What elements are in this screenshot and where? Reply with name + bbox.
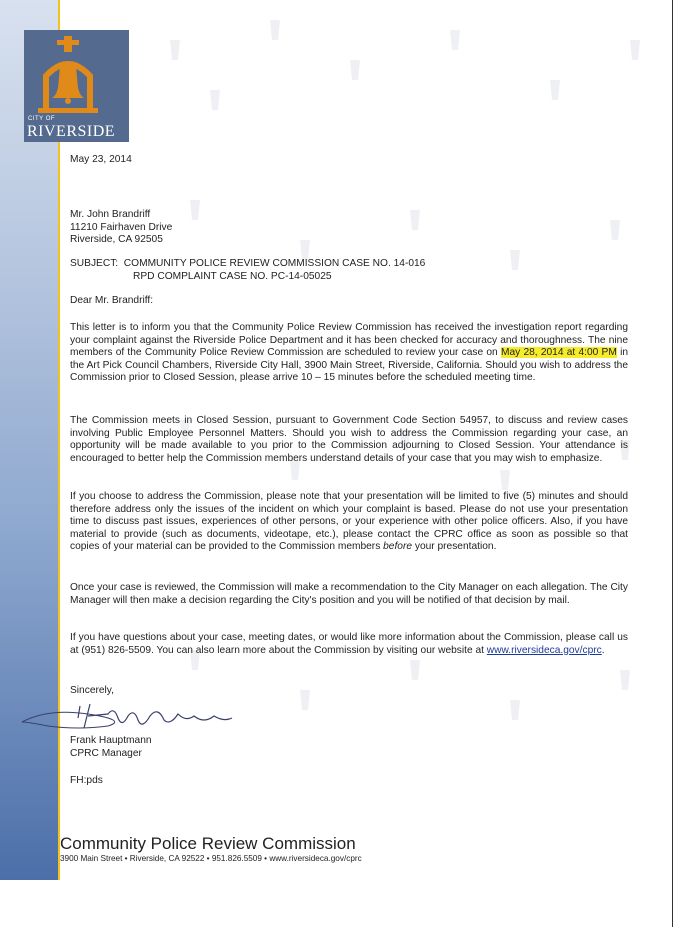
paragraph-1 [70, 322, 628, 385]
footer-title: Community Police Review Commission [60, 834, 356, 853]
subject-label: SUBJECT: [70, 258, 119, 269]
city-of-riverside-logo [24, 30, 129, 142]
footer-contact-info: 3900 Main Street • Riverside, CA 92522 • 951.826.5509 • www.riversideca.gov/cprc [60, 854, 362, 863]
paragraph-2: The Commission meets in Closed Session, pursuant to Government Code Section 54957, to discuss and review cases involving Public Employee Personnel Matters. Should you wish to address the Commission regarding your case, an opportunity will be made available to you prior to the Commission adjourning to Closed Session. Your attendance is encouraged to better help the Commission members understand details of your case that you may wish to emphasize. [70, 415, 628, 464]
handwritten-signature [18, 700, 248, 736]
logo-city-of-text: CITY OF [28, 116, 56, 122]
paragraph-3-text-b: your presentation. [412, 541, 497, 552]
subject-line-2: RPD COMPLAINT CASE NO. PC-14-05025 [133, 270, 332, 282]
logo-city-name: RIVERSIDE [27, 123, 116, 140]
paragraph-5-text-b: . [601, 644, 605, 656]
paragraph-1-text-a: This letter is to inform you that the Community Police Review Commission has received the investigation report regarding your complaint against the Riverside Police Department and it has been checked for accuracy and thoroughness. The nine members of the Community Police Review Commission are scheduled to review your case on [70, 322, 628, 358]
paragraph-4: Once your case is reviewed, the Commission will make a recommendation to the City Manager on each allegation. The City Manager will then make a decision regarding the City's position and you will be notified of that decision by mail. [70, 582, 628, 606]
subject-line-1: COMMUNITY POLICE REVIEW COMMISSION CASE NO. 14-016 [123, 258, 426, 269]
paragraph-3-emphasis: before [383, 541, 413, 552]
paragraph-5-text-a: If you have questions about your case, meeting dates, or would like more information about the Commission, please call us at (951) 826-5509. You can also learn more about the Commission by visiting our website at [70, 632, 628, 656]
page-edge-line [672, 0, 673, 927]
paragraph-5 [70, 632, 628, 657]
paragraph-1-text-b: in the Art Pick Council Chambers, Riverside City Hall, 3900 Main Street, Riverside, California. Should you wish to address the Commission prior to Closed Session, please arrive 10 – 15 minutes before the scheduled meeting time. [70, 347, 628, 383]
subject-block [70, 258, 425, 283]
typist-initials: FH:pds [70, 775, 103, 786]
recipient-street: 11210 Fairhaven Drive [70, 221, 173, 233]
signer-title: CPRC Manager [70, 747, 142, 759]
closing: Sincerely, [70, 685, 114, 696]
paragraph-3-text-a: If you choose to address the Commission, please note that your presentation will be limited to five (5) minutes and should therefore address only the issues of the incident on which your complaint is based. Please do not use your presentation time to discuss past issues, experiences of other persons, or your experience with other police officers. Also, if you have material to provide (such as documents, videotape, etc.), please contact the CPRC office as soon as possible so that copies of your material can be provided to the Commission members [70, 491, 628, 552]
signer-block [70, 735, 628, 760]
recipient-name: Mr. John Brandriff [70, 209, 151, 220]
cprc-website-link[interactable]: www.riversideca.gov/cprc [486, 644, 602, 656]
recipient-address [70, 209, 172, 247]
letter-date: May 23, 2014 [70, 154, 132, 165]
meeting-date-highlight: May 28, 2014 at 4:00 PM [500, 347, 617, 358]
recipient-city: Riverside, CA 92505 [70, 234, 163, 246]
signer-name: Frank Hauptmann [70, 735, 152, 746]
salutation: Dear Mr. Brandriff: [70, 295, 154, 306]
paragraph-3 [70, 491, 628, 554]
